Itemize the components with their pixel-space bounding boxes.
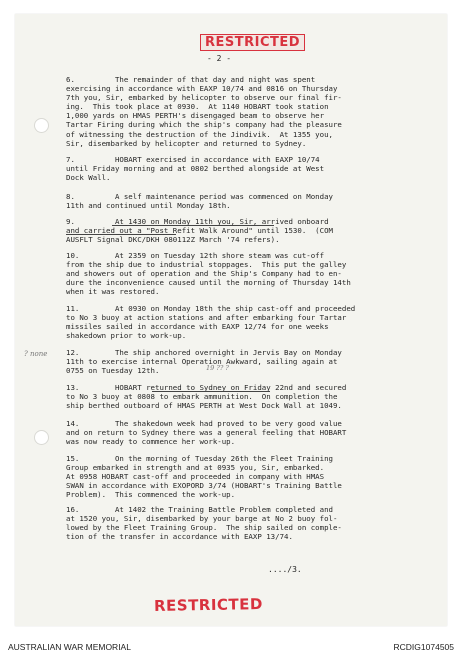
handwritten-inline-note: 19 ?? ? bbox=[206, 364, 229, 372]
paragraph-16: 16. At 1402 the Training Battle Problem completed and at 1520 you, Sir, disembarked by your barge at No 2 buoy fol- lowed by the Fleet Training Group. The ship sailed on comple- tion of the transfer in accordance with EAXP 13/74. bbox=[66, 505, 342, 542]
handwritten-underline bbox=[66, 234, 176, 235]
restricted-stamp-top: RESTRICTED bbox=[200, 34, 305, 51]
paragraph-14: 14. The shakedown week had proved to be very good value and on return to Sydney there was a general feeling that HOBART was now ready to commence her work-up. bbox=[66, 419, 347, 447]
archive-record-id: RCDIG1074505 bbox=[393, 642, 454, 652]
paragraph-13: 13. HOBART returned to Sydney on Friday 22nd and secured to No 3 buoy at 0808 to embark ammunition. On completion the ship berthed outboard of HMAS PERTH at West Dock Wall at 1049. bbox=[66, 383, 347, 411]
paragraph-10: 10. At 2359 on Tuesday 12th shore steam was cut-off from the ship due to industrial stoppages. This put the galley and showers out of operation and the Ship's Company had to en- dure the inconvenience caused until the morning of Thursday 14th when it was restored. bbox=[66, 251, 351, 297]
paragraph-9: 9. At 1430 on Monday 11th you, Sir, arrived onboard and carried out a "Post Refit Walk Around" until 1530. (COM AUSFLT Signal DKC/DKH 080112Z March '74 refers). bbox=[66, 217, 333, 245]
handwritten-underline bbox=[152, 391, 270, 392]
paragraph-15: 15. On the morning of Tuesday 26th the Fleet Training Group embarked in strength and at 0935 you, Sir, embarked. At 0958 HOBART cast-off and proceeded in company with HMAS SWAN in accordance with EXOPORD 3/74 (HOBART's Training Battle Problem). This commenced the work-up. bbox=[66, 454, 342, 500]
archive-footer-label: AUSTRALIAN WAR MEMORIAL bbox=[8, 642, 131, 652]
paragraph-6: 6. The remainder of that day and night was spent exercising in accordance with EAXP 10/74 and 0816 on Thursday 7th you, Sir, embarked by helicopter to observe our final fir- ing. This took place at 0930. At 1140 HOBART took station 1,000 yards on HMAS PERTH's disengaged beam to observe her Tartar Firing during which the ship's company had the pleasure of witnessing the destruction of the Jindivik. At 1355 you, Sir, disembarked by helicopter and returned to Sydney. bbox=[66, 75, 342, 148]
restricted-stamp-bottom: RESTRICTED bbox=[153, 595, 264, 615]
punch-hole bbox=[34, 430, 49, 445]
continuation-marker: ..../3. bbox=[268, 565, 302, 574]
page-number: - 2 - bbox=[207, 54, 232, 63]
paragraph-7: 7. HOBART exercised in accordance with EAXP 10/74 until Friday morning and at 0802 berthed alongside at West Dock Wall. bbox=[66, 155, 325, 183]
handwritten-margin-note: ? none bbox=[24, 350, 48, 358]
paragraph-11: 11. At 0930 on Monday 18th the ship cast-off and proceeded to No 3 buoy at action stations and after embarking four Tartar missiles sailed in accordance with EAXP 12/74 for one weeks shakedown prior to work-up. bbox=[66, 304, 356, 341]
punch-hole bbox=[34, 118, 49, 133]
paragraph-12: 12. The ship anchored overnight in Jervis Bay on Monday 11th to exercise internal Operation Awkward, sailing again at 0755 on Tuesday 12th. bbox=[66, 348, 342, 376]
handwritten-underline bbox=[112, 225, 274, 226]
paragraph-8: 8. A self maintenance period was commenced on Monday 11th and continued until Monday 18th. bbox=[66, 192, 333, 211]
